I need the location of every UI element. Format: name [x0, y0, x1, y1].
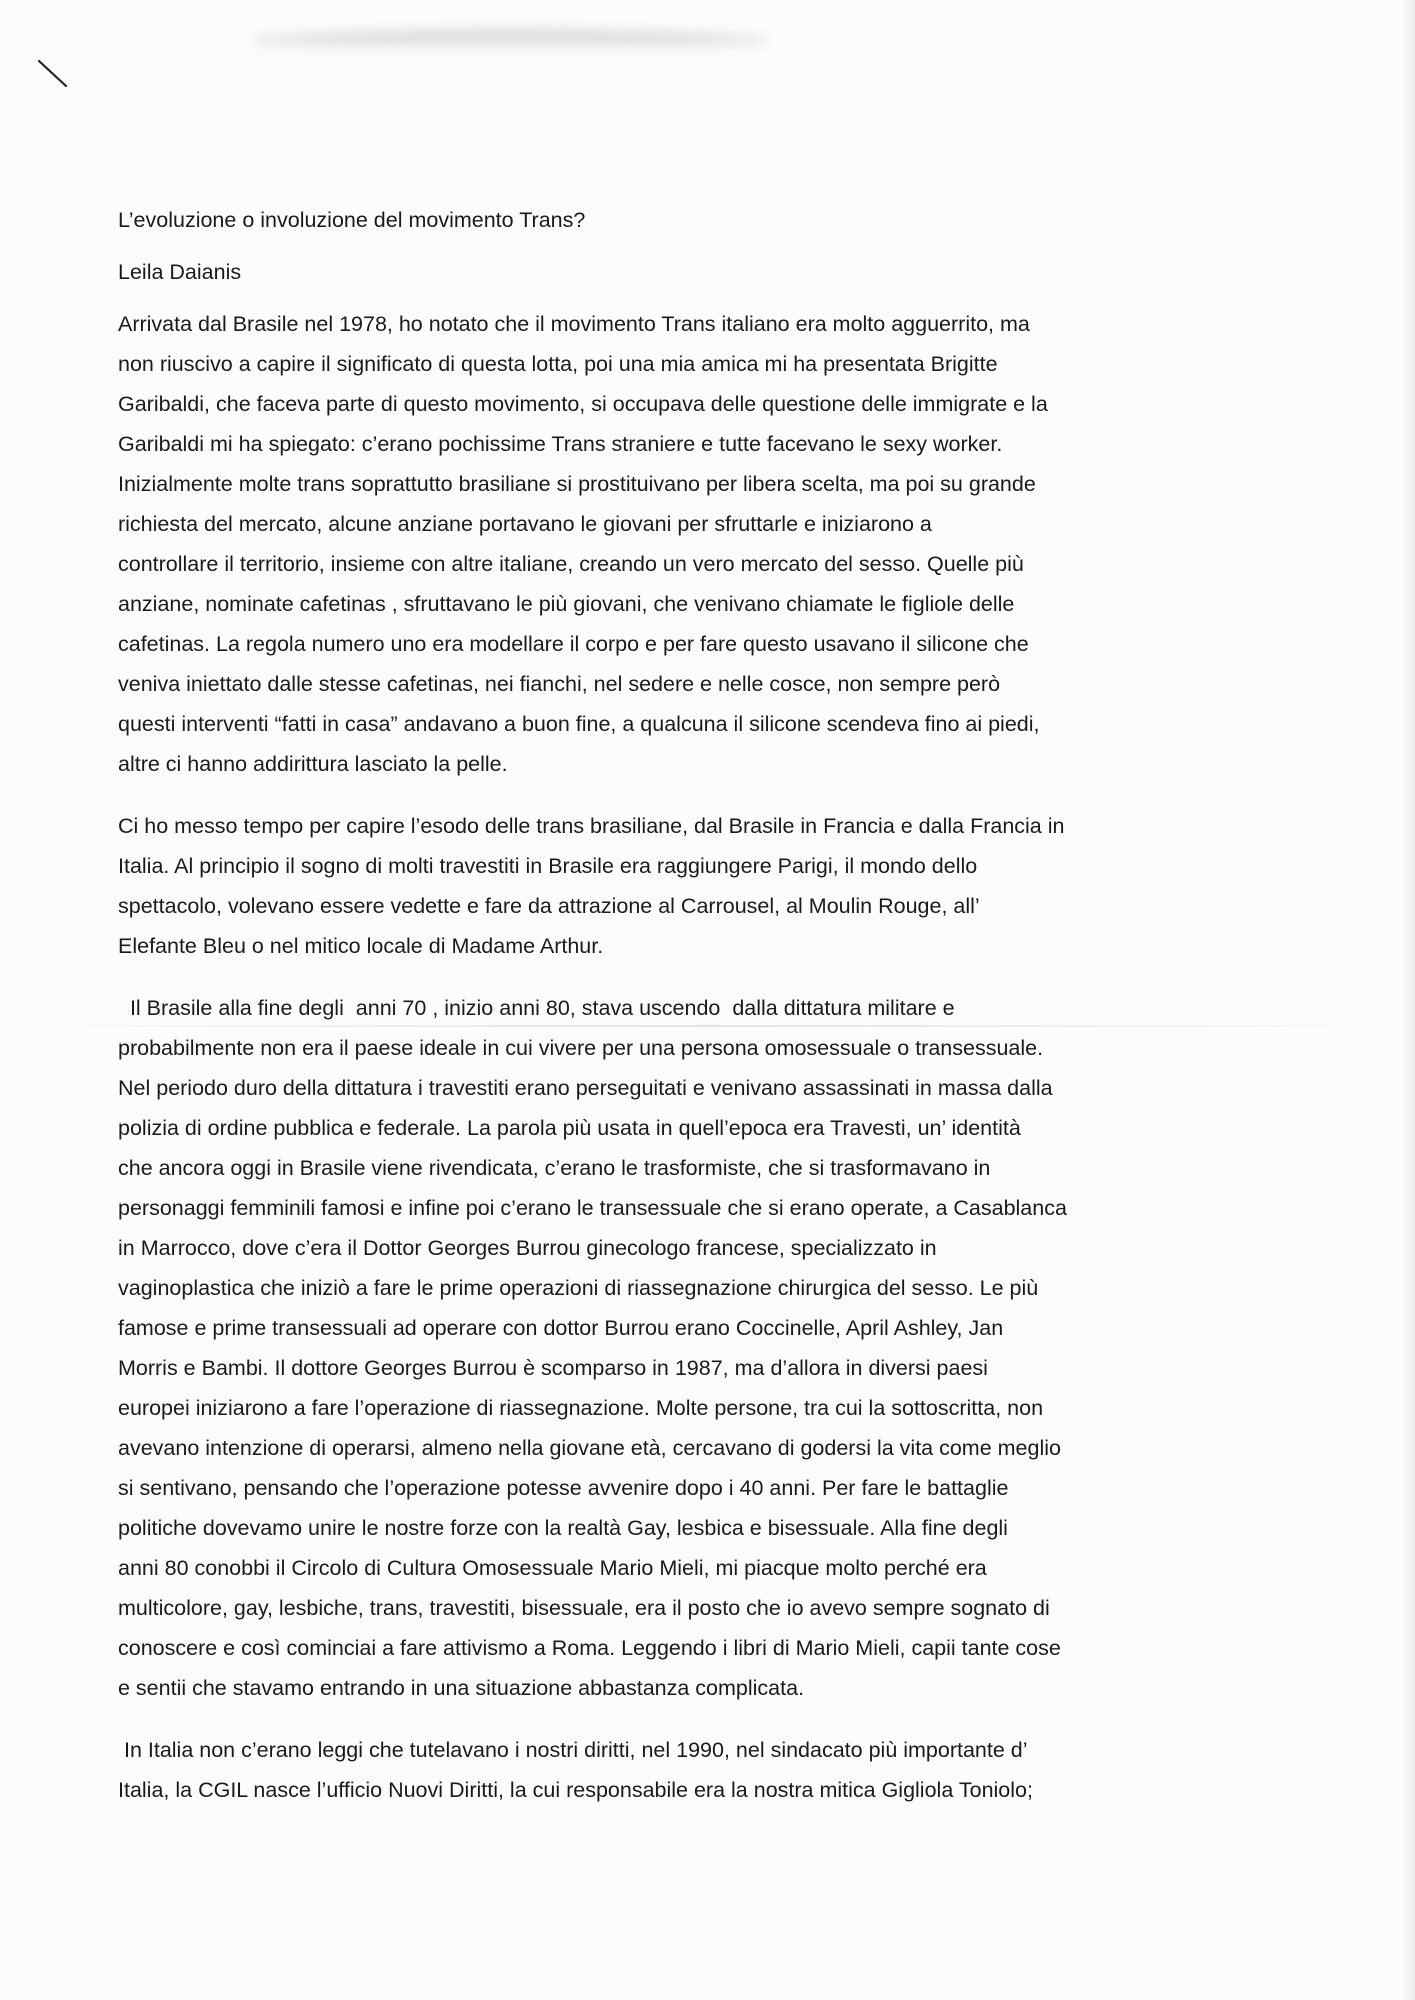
text-line: anni 80 conobbi il Circolo di Cultura Omosessuale Mario Mieli, mi piacque molto perché era — [118, 1556, 987, 1580]
text-line: multicolore, gay, lesbiche, trans, travestiti, bisessuale, era il posto che io avevo sempre sognato di — [118, 1596, 1050, 1620]
text-line: Elefante Bleu o nel mitico locale di Madame Arthur. — [118, 934, 604, 958]
text-line: Arrivata dal Brasile nel 1978, ho notato che il movimento Trans italiano era molto agguerrito, ma — [118, 312, 1030, 336]
text-line: si sentivano, pensando che l’operazione potesse avvenire dopo i 40 anni. Per fare le battaglie — [118, 1476, 1009, 1500]
paragraph-1 — [118, 304, 1278, 784]
text-line: veniva iniettato dalle stesse cafetinas, nei fianchi, nel sedere e nelle cosce, non sempre però — [118, 672, 1001, 696]
scan-shadow — [250, 30, 770, 52]
text-line: Garibaldi mi ha spiegato: c’erano pochissime Trans straniere e tutte facevano le sexy worker. — [118, 432, 1003, 456]
text-line: non riuscivo a capire il significato di questa lotta, poi una mia amica mi ha presentata Brigitte — [118, 352, 998, 376]
text-line: conoscere e così cominciai a fare attivismo a Roma. Leggendo i libri di Mario Mieli, capii tante cose — [118, 1636, 1061, 1660]
text-line: anziane, nominate cafetinas , sfruttavano le più giovani, che venivano chiamate le figliole delle — [118, 592, 1015, 616]
text-line: spettacolo, volevano essere vedette e fare da attrazione al Carrousel, al Moulin Rouge, all’ — [118, 894, 980, 918]
text-line: questi interventi “fatti in casa” andavano a buon fine, a qualcuna il silicone scendeva fino ai piedi, — [118, 712, 1040, 736]
text-line: Ci ho messo tempo per capire l’esodo delle trans brasiliane, dal Brasile in Francia e dalla Francia in — [118, 814, 1065, 838]
text-line: Nel periodo duro della dittatura i travestiti erano perseguitati e venivano assassinati in massa dalla — [118, 1076, 1053, 1100]
text-line: avevano intenzione di operarsi, almeno nella giovane età, cercavano di godersi la vita come meglio — [118, 1436, 1061, 1460]
document-title: L’evoluzione o involuzione del movimento Trans? — [118, 208, 586, 232]
text-line: Italia. Al principio il sogno di molti travestiti in Brasile era raggiungere Parigi, il mondo dello — [118, 854, 978, 878]
text-line: probabilmente non era il paese ideale in cui vivere per una persona omosessuale o transessuale. — [118, 1036, 1044, 1060]
text-line: e sentii che stavamo entrando in una situazione abbastanza complicata. — [118, 1676, 805, 1700]
text-line: polizia di ordine pubblica e federale. La parola più usata in quell’epoca era Travesti, un’ identità — [118, 1116, 1021, 1140]
paragraph-3 — [118, 988, 1278, 1708]
paragraph-2 — [118, 806, 1278, 966]
document-body — [118, 200, 1278, 1810]
document-author: Leila Daianis — [118, 260, 242, 284]
text-line: Italia, la CGIL nasce l’ufficio Nuovi Diritti, la cui responsabile era la nostra mitica Gigliola Toniolo; — [118, 1778, 1033, 1802]
text-line: in Marrocco, dove c’era il Dottor Georges Burrou ginecologo francese, specializzato in — [118, 1236, 937, 1260]
text-line: cafetinas. La regola numero uno era modellare il corpo e per fare questo usavano il silicone che — [118, 632, 1029, 656]
text-line: controllare il territorio, insieme con altre italiane, creando un vero mercato del sesso. Quelle più — [118, 552, 1024, 576]
text-line: Morris e Bambi. Il dottore Georges Burrou è scomparso in 1987, ma d’allora in diversi paesi — [118, 1356, 988, 1380]
text-line: vaginoplastica che iniziò a fare le prime operazioni di riassegnazione chirurgica del sesso. Le più — [118, 1276, 1039, 1300]
text-line: famose e prime transessuali ad operare con dottor Burrou erano Coccinelle, April Ashley, Jan — [118, 1316, 1004, 1340]
text-line: Inizialmente molte trans soprattutto brasiliane si prostituivano per libera scelta, ma poi su grande — [118, 472, 1036, 496]
text-line: richiesta del mercato, alcune anziane portavano le giovani per sfruttarle e iniziarono a — [118, 512, 932, 536]
text-line: che ancora oggi in Brasile viene rivendicata, c’erano le trasformiste, che si trasformavano in — [118, 1156, 991, 1180]
text-line: In Italia non c’erano leggi che tutelavano i nostri diritti, nel 1990, nel sindacato più importante d’ — [118, 1738, 1028, 1762]
text-line: Garibaldi, che faceva parte di questo movimento, si occupava delle questione delle immigrate e la — [118, 392, 1048, 416]
paragraph-4 — [118, 1730, 1278, 1810]
text-line: Il Brasile alla fine degli anni 70 , inizio anni 80, stava uscendo dalla dittatura militare e — [118, 996, 955, 1020]
pen-mark-icon — [36, 58, 70, 92]
text-line: altre ci hanno addirittura lasciato la pelle. — [118, 752, 508, 776]
text-line: politiche dovevamo unire le nostre forze con la realtà Gay, lesbica e bisessuale. Alla fine degli — [118, 1516, 1008, 1540]
text-line: personaggi femminili famosi e infine poi c’erano le transessuale che si erano operate, a Casablanca — [118, 1196, 1067, 1220]
text-line: europei iniziarono a fare l’operazione di riassegnazione. Molte persone, tra cui la sottoscritta, non — [118, 1396, 1044, 1420]
scan-edge-shadow — [1401, 0, 1415, 2000]
